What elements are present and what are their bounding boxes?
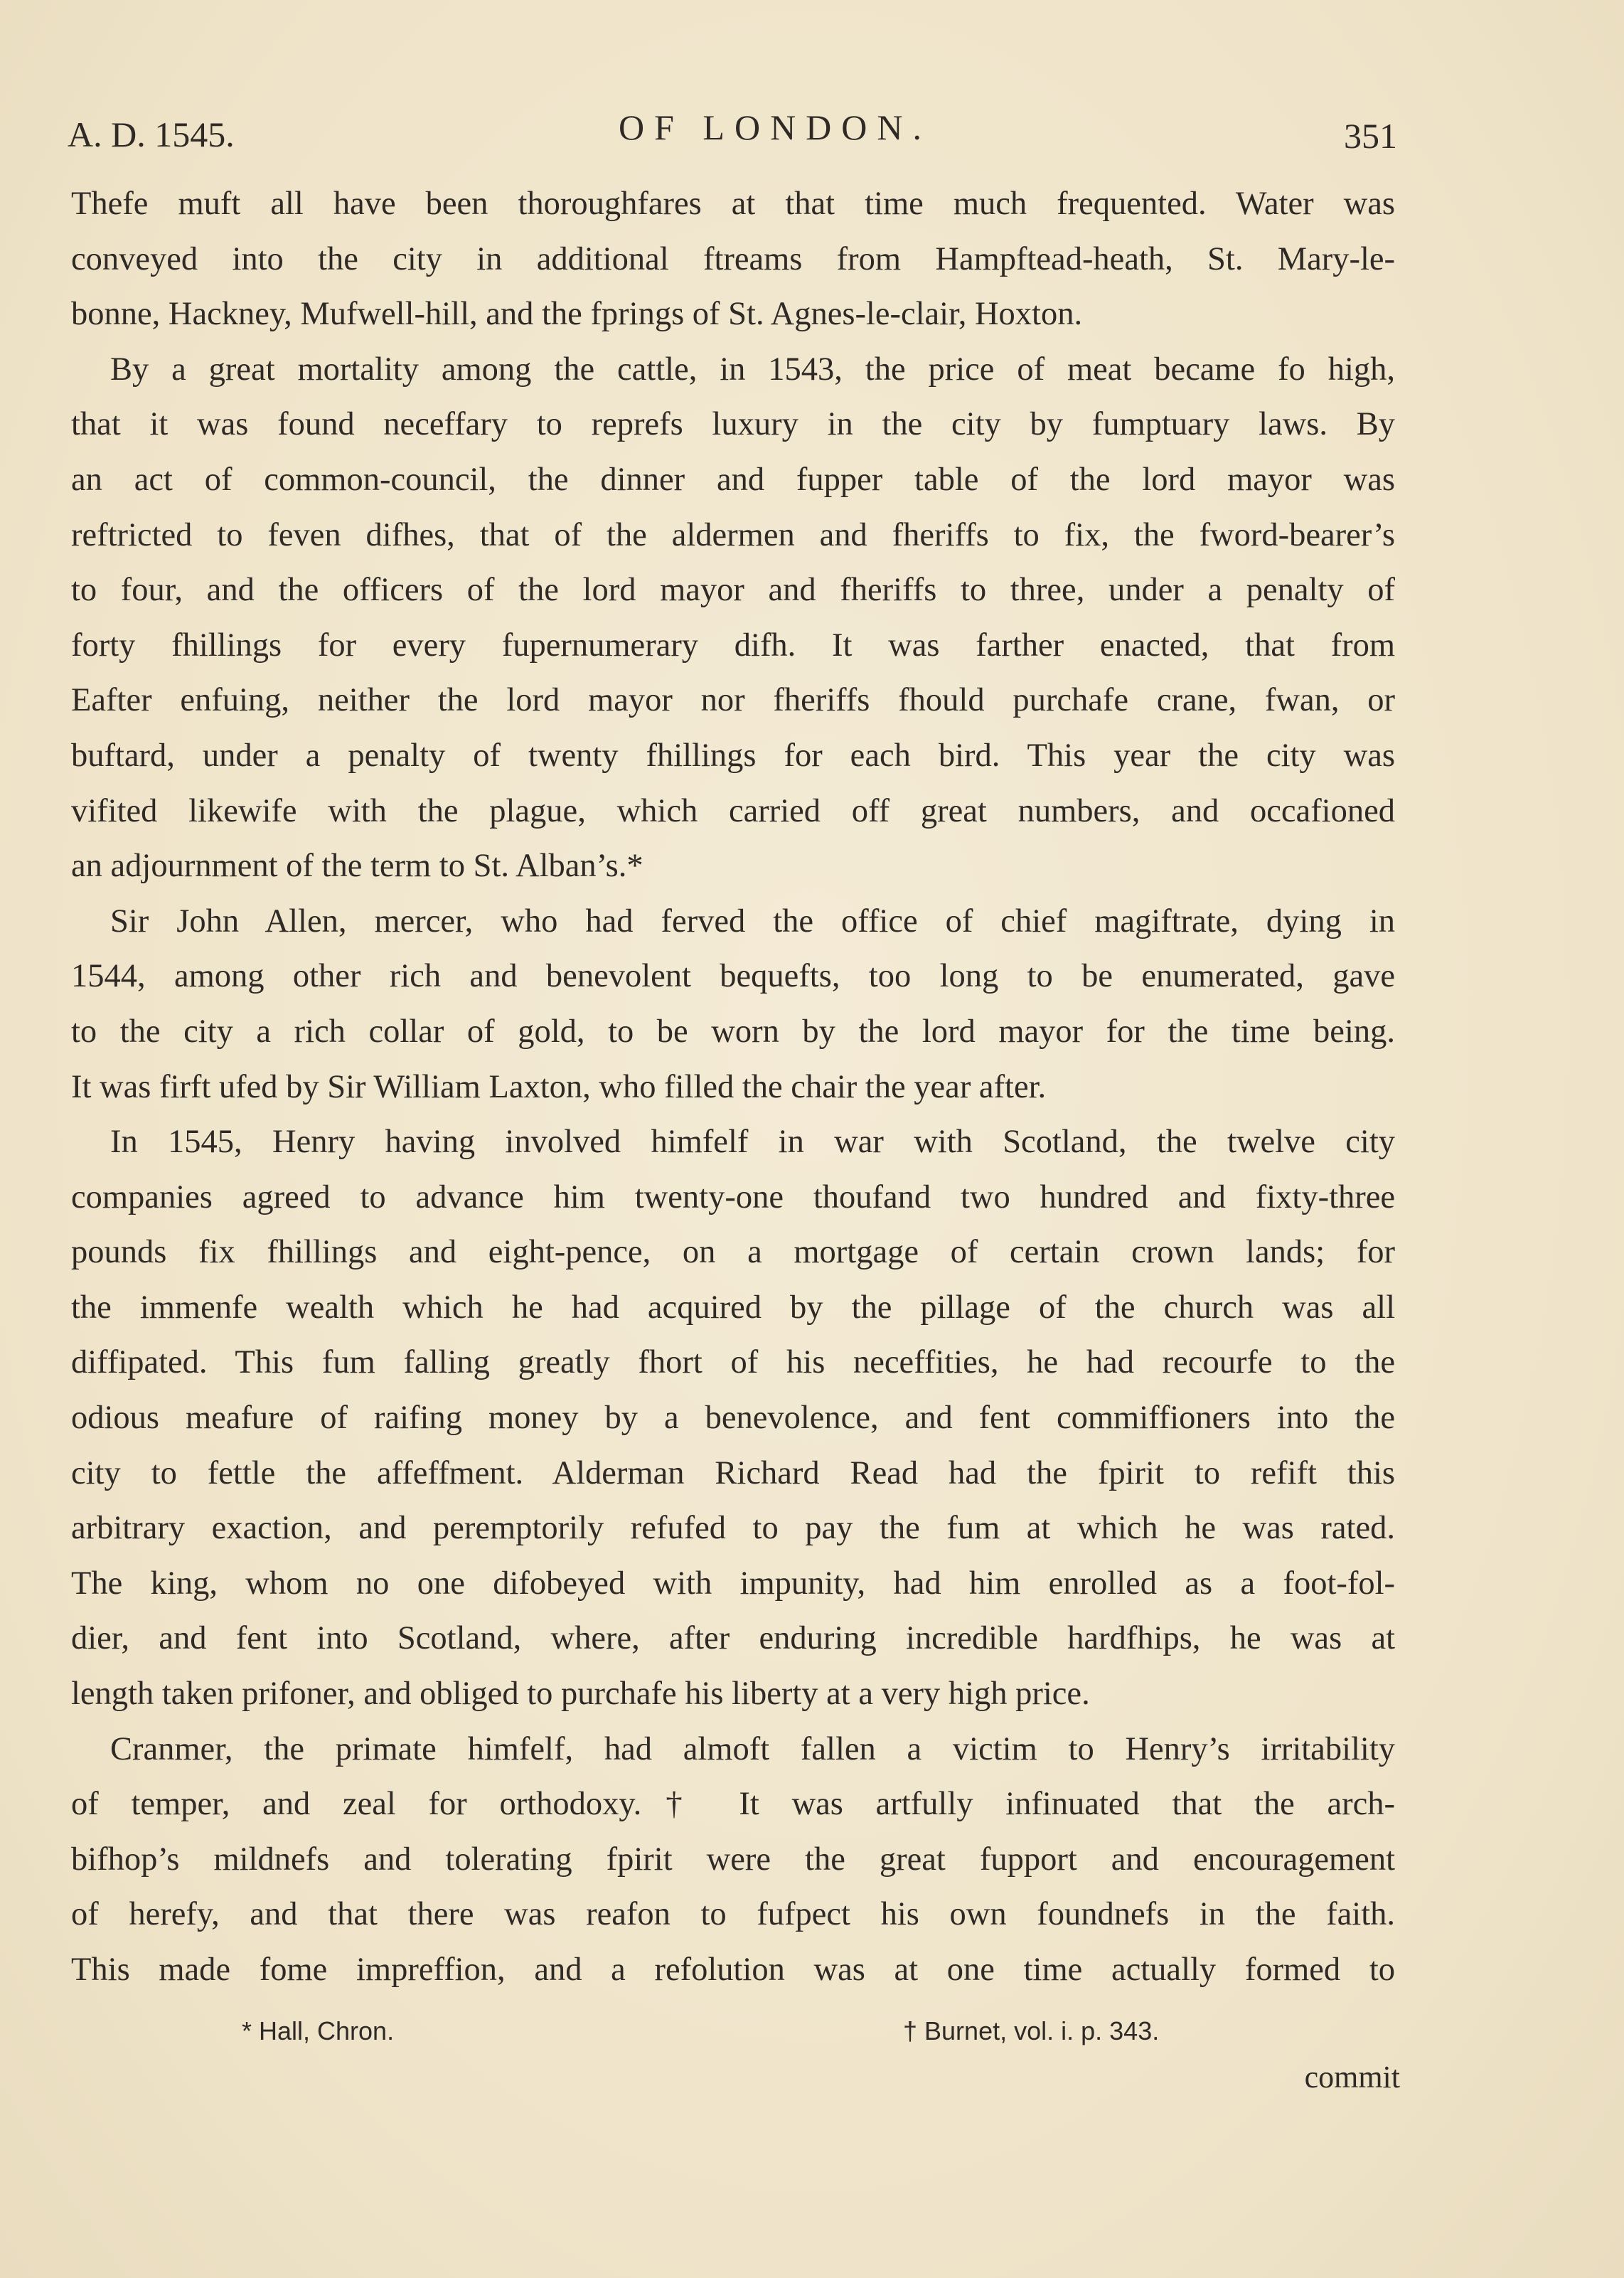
text-line: bifhop’s mildnefs and tolerating fpirit were the great fupport and encouragement: [71, 1841, 1395, 1878]
footnotes: [71, 2016, 1395, 2059]
text-line: Eafter enfuing, neither the lord mayor nor fheriffs fhould purchafe crane, fwan, or: [71, 682, 1395, 719]
text-line: This made fome impreffion, and a refolution was at one time actually formed to: [71, 1952, 1395, 1988]
text-line: the immenfe wealth which he had acquired by the pillage of the church was all: [71, 1289, 1395, 1326]
text-line: vifited likewife with the plague, which carried off great numbers, and occafioned: [71, 792, 1395, 829]
header-title: OF LONDON.: [619, 107, 931, 147]
text-line: 1544, among other rich and benevolent bequefts, too long to be enumerated, gave: [71, 958, 1395, 995]
text-line: Cranmer, the primate himfelf, had almoft fallen a victim to Henry’s irritability: [110, 1730, 1395, 1767]
text-line: odious meafure of raifing money by a benevolence, and fent commiffioners into the: [71, 1400, 1395, 1437]
text-line: to the city a rich collar of gold, to be worn by the lord mayor for the time being.: [71, 1013, 1395, 1050]
running-header: [68, 107, 1397, 156]
text-line: bonne, Hackney, Mufwell-hill, and the fprings of St. Agnes-le-clair, Hoxton.: [71, 296, 1083, 333]
text-line: of herefy, and that there was reafon to fufpect his own foundnefs in the faith.: [71, 1896, 1395, 1933]
text-line: arbitrary exaction, and peremptorily refufed to pay the fum at which he was rated.: [71, 1510, 1395, 1547]
text-line: conveyed into the city in additional ftreams from Hampftead-heath, St. Mary-le-: [71, 240, 1395, 277]
footnote-burnet: † Burnet, vol. i. p. 343.: [903, 2016, 1160, 2045]
text-line: reftricted to feven difhes, that of the aldermen and fheriffs to fix, the fword-bearer’s: [71, 516, 1395, 553]
text-line: forty fhillings for every fupernumerary difh. It was farther enacted, that from: [71, 627, 1395, 664]
text-line: It was firft ufed by Sir William Laxton, who filled the chair the year after.: [71, 1068, 1047, 1105]
header-year: A. D. 1545.: [68, 115, 235, 154]
text-line: buftard, under a penalty of twenty fhillings for each bird. This year the city was: [71, 737, 1395, 774]
page-number: 351: [1344, 116, 1397, 156]
text-line: to four, and the officers of the lord mayor and fheriffs to three, under a penalty of: [71, 572, 1395, 609]
text-line: The king, whom no one difobeyed with impunity, had him enrolled as a foot-fol-: [71, 1565, 1395, 1602]
text-line: length taken prifoner, and obliged to purchafe his liberty at a very high price.: [71, 1676, 1090, 1713]
text-line: of temper, and zeal for orthodoxy.† It was artfully infinuated that the arch-: [71, 1786, 1395, 1823]
text-line: Sir John Allen, mercer, who had ferved the office of chief magiftrate, dying in: [110, 903, 1395, 940]
text-line: dier, and fent into Scotland, where, after enduring incredible hardfhips, he was at: [71, 1620, 1395, 1657]
text-line: companies agreed to advance him twenty-one thoufand two hundred and fixty-three: [71, 1178, 1395, 1215]
text-line: that it was found neceffary to reprefs luxury in the city by fumptuary laws. By: [71, 406, 1395, 443]
text-line: city to fettle the affeffment. Alderman Richard Read had the fpirit to refift this: [71, 1454, 1395, 1491]
footnote-hall: * Hall, Chron.: [242, 2016, 395, 2045]
text-line: an act of common-council, the dinner and fupper table of the lord mayor was: [71, 461, 1395, 498]
text-line: By a great mortality among the cattle, in 1543, the price of meat became fo high,: [110, 351, 1395, 388]
catchword: commit: [1304, 2060, 1400, 2095]
text-line: Thefe muft all have been thoroughfares at that time much frequented. Water was: [71, 186, 1395, 222]
text-line: In 1545, Henry having involved himfelf in war with Scotland, the twelve city: [110, 1124, 1395, 1161]
text-line: pounds fix fhillings and eight-pence, on a mortgage of certain crown lands; for: [71, 1234, 1395, 1271]
body-text: [71, 176, 1395, 1998]
text-line: an adjournment of the term to St. Alban’s.*: [71, 848, 643, 885]
text-line: diffipated. This fum falling greatly fhort of his neceffities, he had recourfe to the: [71, 1344, 1395, 1381]
